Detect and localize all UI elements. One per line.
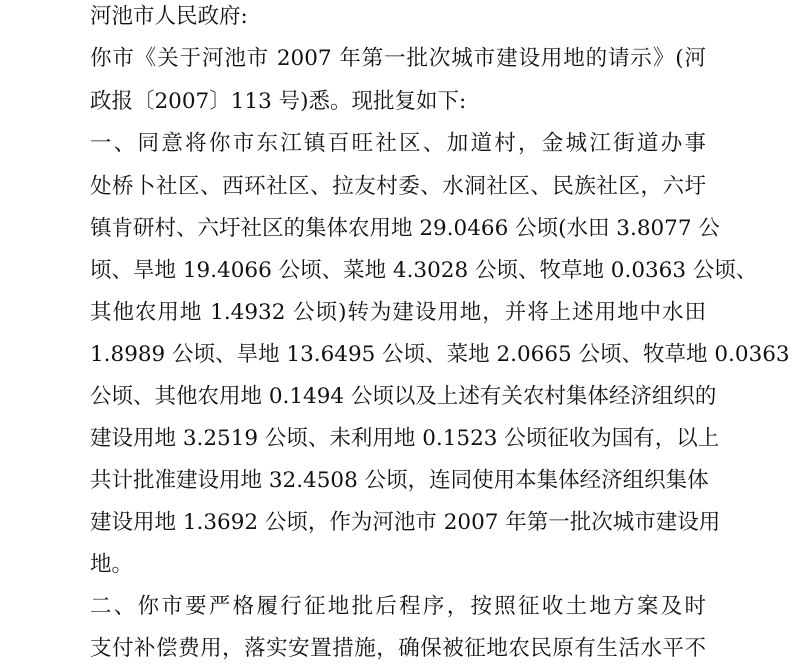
paragraph-3-line-2: 支付补偿费用，落实安置措施，确保被征地农民原有生活水平不 [90, 636, 706, 661]
paragraph-2-line-9: 共计批准建设用地 32.4508 公顷，连同使用本集体经济组织集体 [90, 468, 709, 493]
paragraph-2-line-10: 建设用地 1.3692 公顷，作为河池市 2007 年第一批次城市建设用 [90, 510, 721, 535]
paragraph-2-line-2: 处桥卜社区、西环社区、拉友村委、水洞社区、民族社区，六圩 [90, 174, 706, 199]
paragraph-2-line-6: 1.8989 公顷、旱地 13.6495 公顷、菜地 2.0665 公顷、牧草地 0.0363 [90, 342, 790, 367]
paragraph-2-line-8: 建设用地 3.2519 公顷、未利用地 0.1523 公顷征收为国有，以上 [90, 426, 720, 451]
paragraph-1-line-1: 你市《关于河池市 2007 年第一批次城市建设用地的请示》(河 [90, 46, 706, 71]
paragraph-2-line-7: 公顷、其他农用地 0.1494 公顷以及上述有关农村集体经济组织的 [90, 384, 717, 409]
paragraph-2-line-1: 一、同意将你市东江镇百旺社区、加道村，金城江街道办事 [90, 131, 706, 156]
paragraph-2-line-11: 地。 [90, 552, 134, 577]
addressee: 河池市人民政府: [90, 4, 248, 29]
paragraph-1-line-2: 政报〔2007〕113 号)悉。现批复如下: [90, 89, 467, 114]
paragraph-3-line-1: 二、你市要严格履行征地批后程序，按照征收土地方案及时 [90, 594, 706, 619]
paragraph-2-line-3: 镇肯研村、六圩社区的集体农用地 29.0466 公顷(水田 3.8077 公 [90, 216, 720, 241]
paragraph-2-line-4: 顷、旱地 19.4066 公顷、菜地 4.3028 公顷、牧草地 0.0363 公顷、 [90, 258, 758, 283]
paragraph-2-line-5: 其他农用地 1.4932 公顷)转为建设用地，并将上述用地中水田 [90, 300, 706, 325]
